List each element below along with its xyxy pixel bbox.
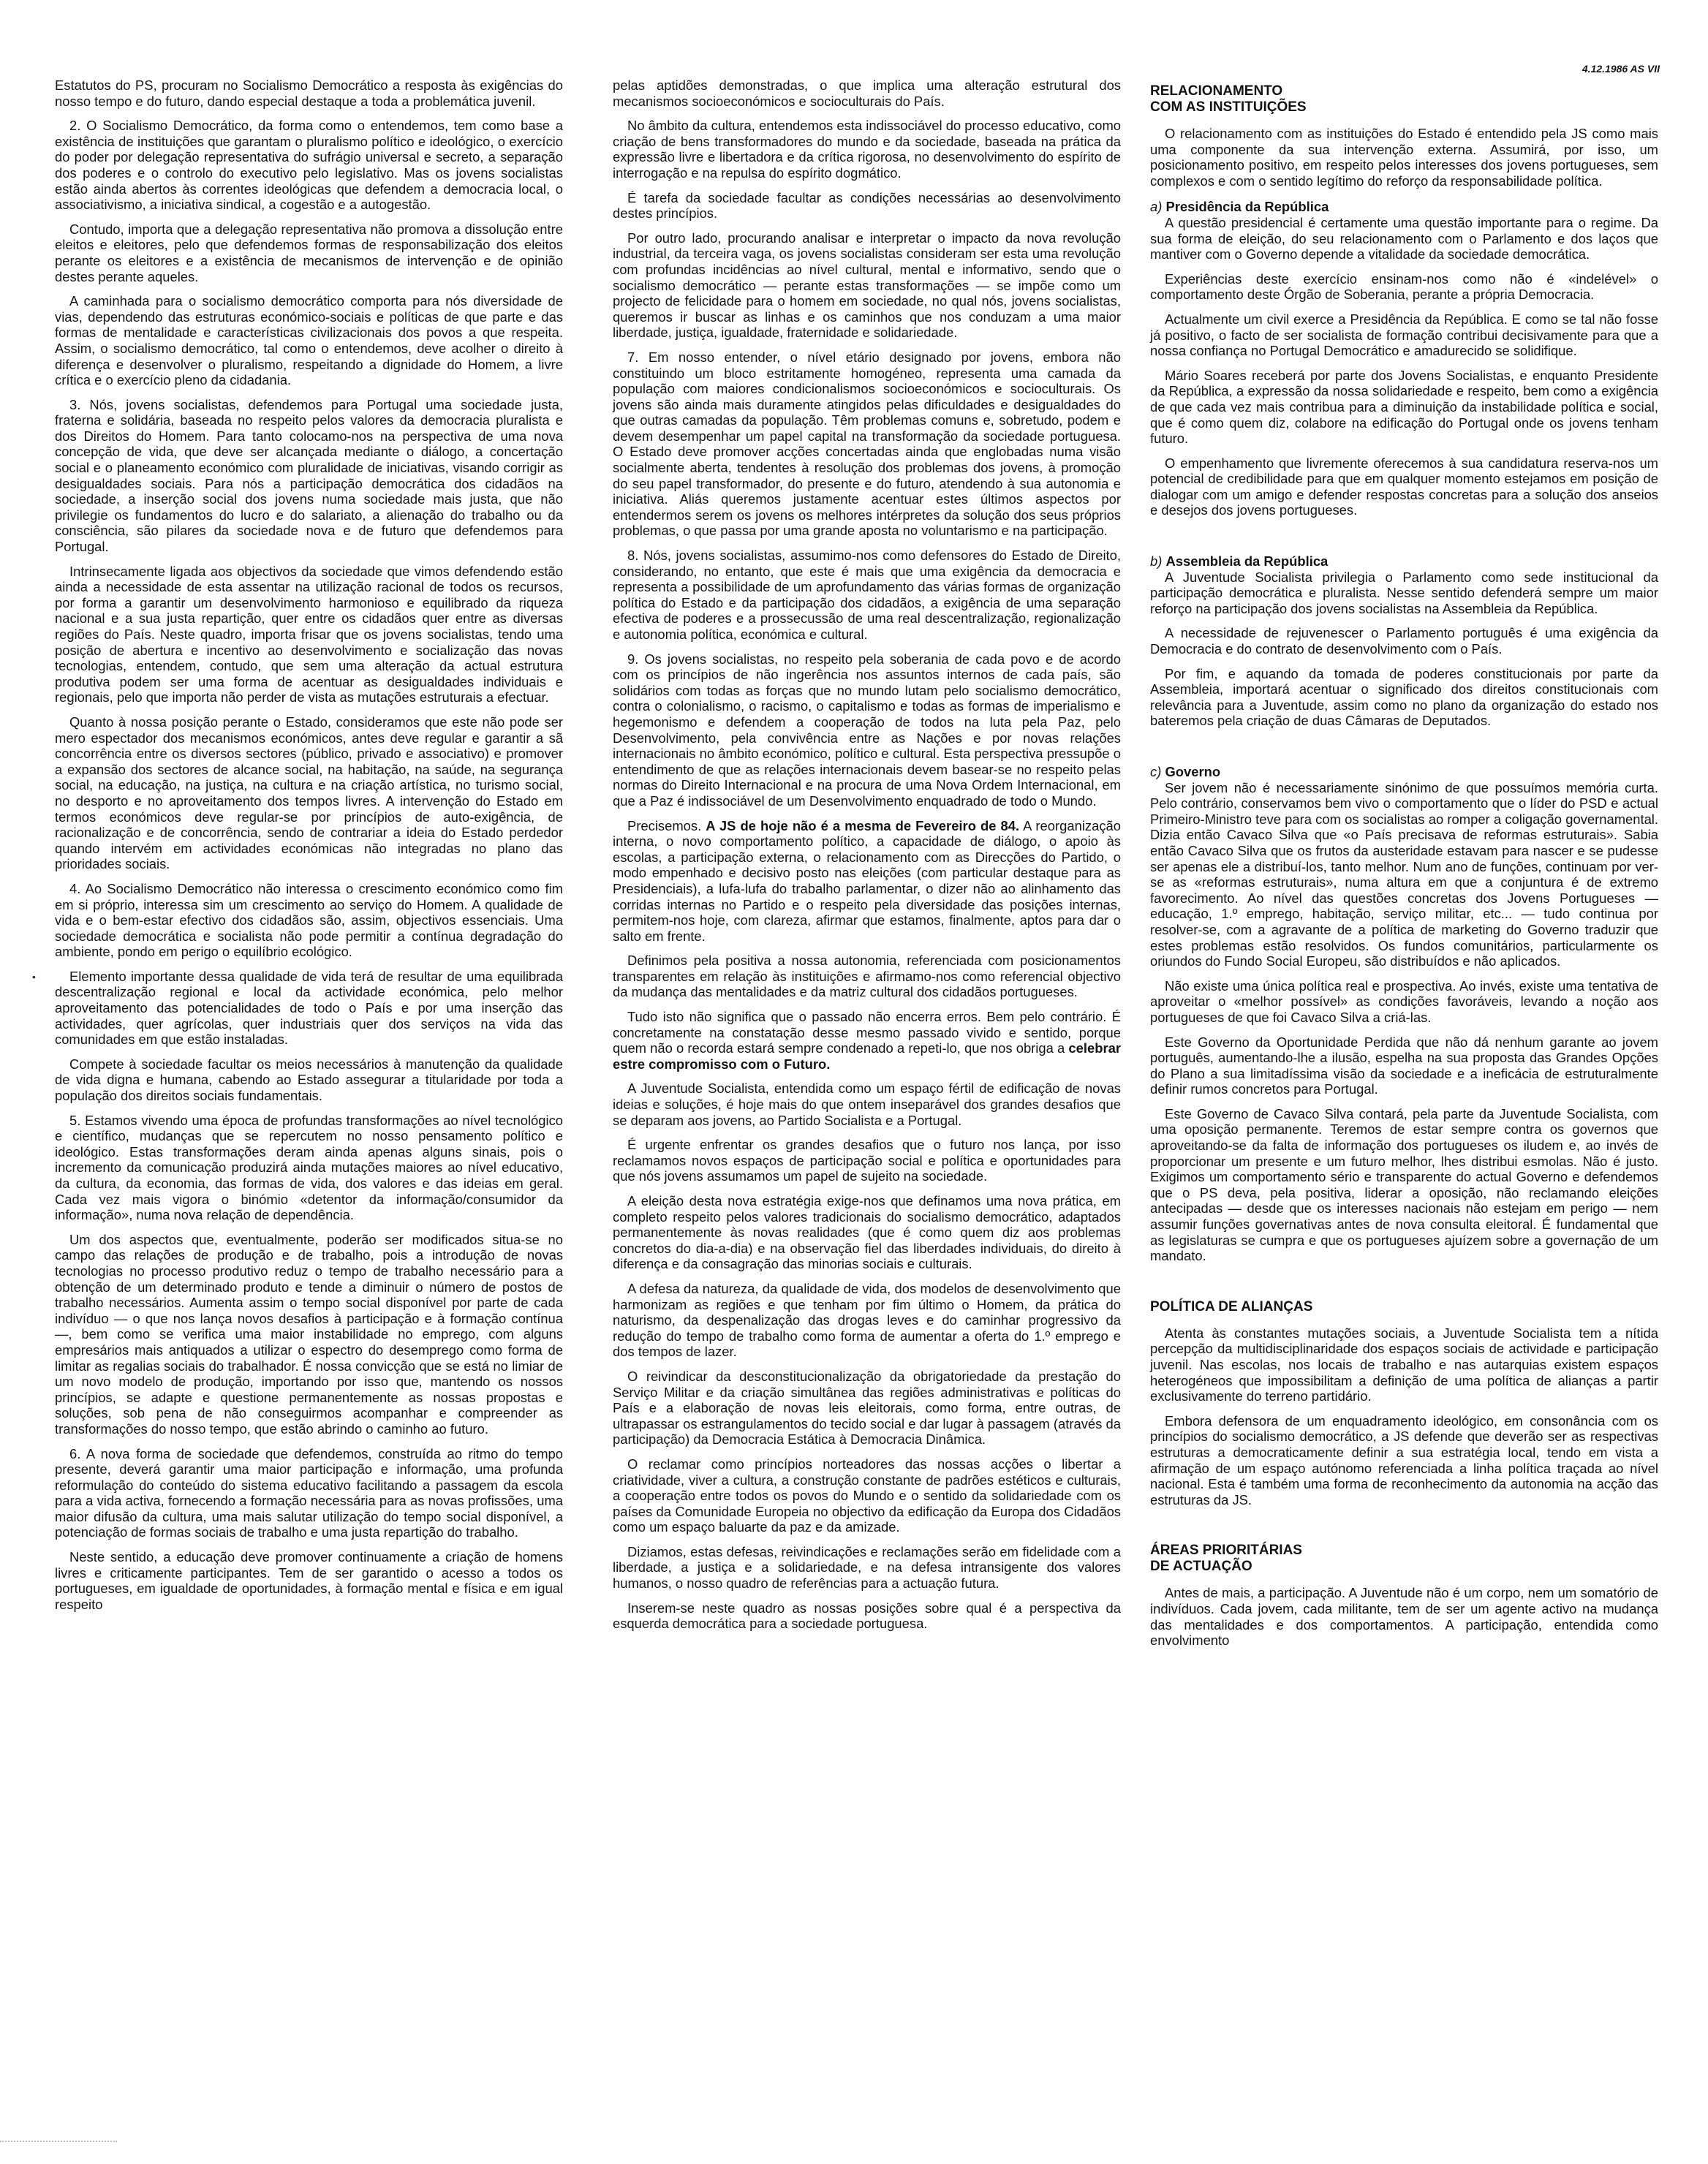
- scan-edge-mark: [0, 2141, 117, 2144]
- paragraph: Actualmente um civil exerce a Presidência da República. E como se tal não fosse já positivo, o facto de ser socialista de formação contribui decisivamente para que a nossa confiança no Portugal Democrático e amadurecido se solidifique.: [1150, 311, 1658, 359]
- paragraph: Definimos pela positiva a nossa autonomia, referenciada com posicionamentos transparentes em relação às instituições e afirmamo-nos como referencial objectivo da mudança das mentalidades e da matriz cultural dos cidadãos portugueses.: [613, 953, 1121, 1000]
- paragraph: A caminhada para o socialismo democrático comporta para nós diversidade de vias, dependendo das estruturas económico-sociais e políticas de que parte e das formas de mentalidade e características civilizacionais dos povos a que respeita. Assim, o socialismo democrático, tal como o entendemos, deve acolher o direito à diferença e desenvolver o pluralismo, respeitando a dignidade do Homem, a livre crítica e o exercício pleno da cidadania.: [55, 293, 563, 388]
- paragraph: 7. Em nosso entender, o nível etário designado por jovens, embora não constituindo um bloco estritamente homogéneo, representa uma camada da população com maiores condicionalismos socioeconómicos e socioculturais. Os jovens são ainda mais duramente atingidos pelas dificuldades e desigualdades do que outras camadas da população. Têm problemas comuns e, sobretudo, podem e devem desempenhar um papel capital na transformação da sociedade portuguesa. O Estado deve promover acções concertadas ainda que englobadas numa visão socialmente aberta, tendentes à resolução dos problemas dos jovens, à promoção do seu papel transformador, do presente e do futuro, atendendo à sua autonomia e iniciativa. Aliás queremos justamente acentuar estes últimos aspectos por entendermos serem os jovens os melhores intérpretes da solução dos seus próprios problemas, o que passa por uma grande aposta no voluntarismo e na participação.: [613, 349, 1121, 539]
- paragraph: Um dos aspectos que, eventualmente, poderão ser modificados situa-se no campo das relações de produção e de trabalho, pois a introdução de novas tecnologias no processo produtivo reduz o tempo de trabalho necessário para a obtenção de um determinado produto e tende a diminuir o número de postos de trabalho necessários. Aumenta assim o tempo social disponível por parte de cada indivíduo — o que nos lança novos desafios à participação e à formação contínua —, bem como se verifica uma maior instabilidade no emprego, com alguns empresários mais antiquados a utilizar o espectro do desemprego como forma de limitar as regalias sociais do trabalhador. É nossa convicção que se está no limiar de um novo modelo de produção, importando por isso que, mantendo os nossos princípios, se adapte e questione permanentemente as nossas propostas e soluções, sob pena de não conseguirmos acompanhar e compreender as transformações do nosso tempo, que estão abrindo o caminho ao futuro.: [55, 1231, 563, 1437]
- paragraph: A defesa da natureza, da qualidade de vida, dos modelos de desenvolvimento que harmonizam as regiões e que tenham por fim último o Homem, da prática do naturismo, da despenalização das drogas leves e do caminhar progressivo da redução do tempo de trabalho como forma de aumentar a oferta do 1.º emprego e dos tempos de lazer.: [613, 1280, 1121, 1360]
- paragraph-precisemos: [613, 818, 1121, 945]
- sub-title: Presidência da República: [1165, 199, 1329, 215]
- paragraph: 3. Nós, jovens socialistas, defendemos para Portugal uma sociedade justa, fraterna e solidária, baseada no respeito pelos valores da democracia pluralista e dos Direitos do Homem. Para tanto colocamo-nos na perspectiva de uma nova concepção de vida, que deve ser alcançada mediante o diálogo, a concertação social e o planeamento económico com pluralidade de iniciativas, visando corrigir as desigualdades sociais. Para nós a participação democrática dos cidadãos na sociedade, a inserção social dos jovens numa sociedade mais justa, que não privilegie os fundamentos do lucro e do salariato, a alienação do trabalho ou da consciência, são pilares da sociedade nova e de futuro que defendemos para Portugal.: [55, 396, 563, 555]
- column-3: [1150, 83, 1658, 1657]
- paragraph: 8. Nós, jovens socialistas, assumimo-nos como defensores do Estado de Direito, considerando, no entanto, que este é mais que uma exigência da democracia e representa a possibilidade de um aprofundamento das várias formas de organização política do Estado e da participação dos cidadãos, a exigência de uma separação efectiva de poderes e a prossecussão de uma real descentralização, regionalização e autonomia política, económica e cultural.: [613, 548, 1121, 642]
- sub-letter: b): [1150, 553, 1163, 570]
- paragraph: Experiências deste exercício ensinam-nos como não é «indelével» o comportamento deste Órgão de Soberania, perante a própria Democracia.: [1150, 270, 1658, 303]
- paragraph: Estatutos do PS, procuram no Socialismo Democrático a resposta às exigências do nosso tempo e do futuro, dando especial destaque a toda a problemática juvenil.: [55, 77, 563, 109]
- subheading-assembleia: [1150, 553, 1658, 570]
- section-heading-areas: ÁREAS PRIORITÁRIAS DE ACTUAÇÃO: [1150, 1543, 1302, 1575]
- sub-letter: c): [1150, 764, 1162, 779]
- paragraph: Este Governo da Oportunidade Perdida que não dá nenhum garante ao jovem português, aumentando-lhe a ilusão, espelha na sua proposta das Grandes Opções do Plano a sua limitadíssima visão da sociedade e a ineficácia de estruturalmente definir rumos concretos para Portugal.: [1150, 1034, 1658, 1097]
- paragraph: A eleição desta nova estratégia exige-nos que definamos uma nova prática, em completo respeito pelos valores tradicionais do socialismo democrático, adaptados permanentemente às novas realidades (que é como quem diz aos problemas concretos do dia-a-dia) e na observação fiel das liberdades individuais, do direito à diferença e da consagração das minorias sociais e culturais.: [613, 1193, 1121, 1272]
- paragraph: Antes de mais, a participação. A Juventude não é um corpo, nem um somatório de indivíduos. Cada jovem, cada militante, tem de ser um agente activo na mudança das mentalidades e dos comportamentos. A participação, entendida como envolvimento: [1150, 1585, 1658, 1649]
- body-text: A reorganização interna, o novo comportamento político, a capacidade de diálogo, o apoio às escolas, a participação externa, o relacionamento com as Direcções do Partido, o modo empenhado e decisivo posto nas eleições (com particular destaque para as Presidenciais), a lufa-lufa do trabalho parlamentar, o dizer não ao alinhamento das corridas internas no Partido e o respeito pela diversidade das posições internas, permitem-nos hoje, com clareza, afirmar que estamos, finalmente, aptos para dar o salto em frente.: [613, 817, 1121, 944]
- paragraph: No âmbito da cultura, entendemos esta indissociável do processo educativo, como criação de bens transformadores do mundo e da sociedade, baseada na prática da expressão livre e libertadora e da crítica rigorosa, no desenvolvimento do espírito de interrogação e na repulsa do espírito dogmático.: [613, 118, 1121, 181]
- paragraph: A questão presidencial é certamente uma questão importante para o regime. Da sua forma de eleição, do seu relacionamento com o Parlamento e dos laços que mantiver com o Governo depende a vitalidade da sociedade democrática.: [1150, 214, 1658, 262]
- paragraph: 9. Os jovens socialistas, no respeito pela soberania de cada povo e de acordo com os princípios de não ingerência nos assuntos internos de cada país, são solidários com todas as forças que no mundo lutam pelo socialismo democrático, contra o colonialismo, o racismo, o capitalismo e todas as formas de imperialismo e hegemonismo e defendem a cooperação de todos na luta pela Paz, pelo Desenvolvimento, pela convivência entre as Nações e por novas relações internacionais no âmbito económico, político e cultural. Esta perspectiva pressupõe o entendimento de que as relações internacionais devem basear-se no respeito pelas normas do Direito Internacional e na procura de uma Nova Ordem Internacional, em que a Paz é indissociável de um Desenvolvimento enquadrado de todo o Mundo.: [613, 651, 1121, 809]
- subheading-governo: [1150, 764, 1658, 780]
- subheading-presidencia: [1150, 199, 1658, 215]
- paragraph: Embora defensora de um enquadramento ideológico, em consonância com os princípios do socialismo democrático, a JS defende que deverão ser as respectivas estruturas a democraticamente definir a sua estratégia local, tendo em vista a afirmação de um espaço autónomo referenciada a linha política traçada ao nível nacional. Esta é também uma forma de reconhecimento da autonomia na acção das estruturas da JS.: [1150, 1412, 1658, 1507]
- paragraph-compromisso: [613, 1009, 1121, 1072]
- date-header: 4.12.1986 AS VII: [1582, 63, 1660, 75]
- paragraph: A necessidade de rejuvenescer o Parlamento português é uma exigência da Democracia e do contrato de desenvolvimento com o País.: [1150, 625, 1658, 657]
- paragraph: Este Governo de Cavaco Silva contará, pela parte da Juventude Socialista, com uma oposição permanente. Teremos de estar sempre contra os governos que aproveitando-se da falta de informação dos portugueses os iludem e, ao invés de proporcionar um presente e um futuro melhor, lhes distribui esmolas. Não é justo. Exigimos um comportamento sério e transparente do actual Governo e defendemos que o PS deva, pela positiva, liderar a oposição, não reclamando eleições antecipadas — desde que os interesses nacionais não estejam em perigo — nem assumir funções governativas antes de nova consulta eleitoral. É fundamental que as legislaturas se cumpra e que os portugueses ajuízem sobre a governação de um mandato.: [1150, 1105, 1658, 1264]
- lead-text: Precisemos.: [627, 817, 706, 833]
- paragraph: Diziamos, estas defesas, reivindicações e reclamações serão em fidelidade com a liberdade, a justiça e a solidariedade, e na defesa intransigente dos valores humanos, o nosso quadro de referências para a actuação futura.: [613, 1543, 1121, 1592]
- scan-speck: •: [32, 971, 36, 983]
- section-heading-aliancas: POLÍTICA DE ALIANÇAS: [1150, 1298, 1313, 1314]
- column-1: [55, 77, 563, 1621]
- paragraph: 6. A nova forma de sociedade que defendemos, construída ao ritmo do tempo presente, deverá garantir uma maior participação e informação, uma profunda reformulação do conteúdo do sistema educativo facilitando a passagem da escola para a vida activa, fornecendo a formação necessária para as novas profissões, uma maior difusão da cultura, uma mais salutar utilização do tempo social disponível, a potenciação de formas sociais de trabalho e uma justa repartição do trabalho.: [55, 1445, 563, 1540]
- paragraph: O empenhamento que livremente oferecemos à sua candidatura reserva-nos um potencial de credibilidade para que em qualquer momento estejamos em posição de dialogar com um amigo e defender respostas concretas para a solução dos anseios e desejos dos jovens portugueses.: [1150, 455, 1658, 518]
- sub-title: Governo: [1165, 764, 1221, 779]
- paragraph: Atenta às constantes mutações sociais, a Juventude Socialista tem a nítida percepção da multidisciplinaridade dos espaços sociais de actividade e participação juvenil. Nas escolas, nos locais de trabalho e nas autarquias existem espaços heterogéneos que impossibilitam a definição de uma política de alianças a partir exclusivamente do terreno partidário.: [1150, 1325, 1658, 1404]
- paragraph: É urgente enfrentar os grandes desafios que o futuro nos lança, por isso reclamamos novos espaços de participação social e política e oportunidades para que nós jovens assumamos um papel de sujeito na sociedade.: [613, 1137, 1121, 1184]
- body-text: Tudo isto não significa que o passado não encerra erros. Bem pelo contrário. É concretamente na constatação desse mesmo passado vivido e sentido, porque quem não o recorda estará sempre condenado a repeti-lo, que nos obriga a: [613, 1009, 1121, 1056]
- sub-title: Assembleia da República: [1165, 553, 1329, 570]
- paragraph: Elemento importante dessa qualidade de vida terá de resultar de uma equilibrada descentralização regional e local da actividade económica, pelo melhor aproveitamento das potencialidades de todo o País e por uma inserção das actividades, quer agrícolas, quer industriais quer dos serviços na vida das comunidades em que estão instaladas.: [55, 968, 563, 1048]
- paragraph: Quanto à nossa posição perante o Estado, consideramos que este não pode ser mero espectador dos mecanismos económicos, antes deve regular e garantir a sã concorrência entre os diversos sectores (público, privado e associativo) e promover a expansão dos sectores de alcance social, na habitação, na saúde, na segurança social, na educação, na justiça, na cultura e na criação artística, no turismo social, no desporto e no aproveitamento dos tempos livres. A intervenção do Estado em termos económicos deve regular-se por princípios de auto-exigência, de racionalização e de concorrência, sendo de contrariar a ideia do Estado perdedor quando intervém em actividades económicas não integradas no plano das prioridades sociais.: [55, 714, 563, 872]
- paragraph: Contudo, importa que a delegação representativa não promova a dissolução entre eleitos e eleitores, pelo que defendemos formas de responsabilização dos eleitos perante os eleitores e a existência de mecanismos de intervenção e de opinião destes perante aqueles.: [55, 221, 563, 284]
- paragraph: Neste sentido, a educação deve promover continuamente a criação de homens livres e criticamente participantes. Tem de ser garantido o acesso a todos os portugueses, em igualdade de oportunidades, à formação mental e física e em igual respeito: [55, 1549, 563, 1612]
- paragraph: A Juventude Socialista privilegia o Parlamento como sede institucional da participação democrática e pluralista. Nesse sentido defenderá sempre um maior reforço na participação dos jovens socialistas na Assembleia da República.: [1150, 569, 1658, 616]
- paragraph: O relacionamento com as instituições do Estado é entendido pela JS como mais uma componente da sua intervenção externa. Assumirá, por isso, um posicionamento positivo, em respeito pelos interesses dos jovens portugueses, sem complexos e com o sentido legítimo do reforço da responsabilidade política.: [1150, 126, 1658, 189]
- paragraph: 4. Ao Socialismo Democrático não interessa o crescimento económico como fim em si próprio, interessa sim um crescimento ao serviço do Homem. A qualidade de vida e o bem-estar efectivo dos cidadãos são, assim, objectivos essenciais. Uma sociedade democrática e socialista não pode permitir a contínua degradação do ambiente, pondo em perigo o equilíbrio ecológico.: [55, 880, 563, 960]
- paragraph: Inserem-se neste quadro as nossas posições sobre qual é a perspectiva da esquerda democrática para a sociedade portuguesa.: [613, 1600, 1121, 1632]
- paragraph: O reclamar como princípios norteadores das nossas acções o libertar a criatividade, viver a cultura, a construção constante de padrões estéticos e culturais, a cooperação entre todos os povos do Mundo e o sentido da solidariedade com os países da Comunidade Europeia no objectivo da edificação da Europa dos Cidadãos como um espaço baluarte da paz e da amizade.: [613, 1456, 1121, 1535]
- paragraph: Por fim, e aquando da tomada de poderes constitucionais por parte da Assembleia, importará acentuar o significado dos direitos constitucionais com relevância para a Juventude, assim como no plano da organização do estado nos bateremos pela criação de duas Câmaras de Deputados.: [1150, 665, 1658, 729]
- bold-statement: celebrar estre compromisso com o Futuro.: [613, 1040, 1121, 1072]
- paragraph: 2. O Socialismo Democrático, da forma como o entendemos, tem como base a existência de instituições que garantam o pluralismo político e ideológico, o exercício do poder por delegação representativa do sufrágio universal e secreto, a separação dos poderes e o controlo do executivo pelo legislativo. Mas os jovens socialistas estão ainda abertos às correntes ideológicas que defendem a democracia local, o associativismo, a iniciativa sindical, a cogestão e a autogestão.: [55, 118, 563, 213]
- paragraph: O reivindicar da desconstitucionalização da obrigatoriedade da prestação do Serviço Militar e da criação simultânea das regiões administrativas e políticas do País e a elaboração de novas leis eleitorais, como forma, entre outras, de ultrapassar os estrangulamentos do tecido social e dar lugar à passagem (através da participação) da Democracia Estática à Democracia Dinâmica.: [613, 1368, 1121, 1448]
- paragraph: É tarefa da sociedade facultar as condições necessárias ao desenvolvimento destes princípios.: [613, 189, 1121, 222]
- section-heading-relacionamento: RELACIONAMENTO COM AS INSTITUIÇÕES: [1150, 83, 1307, 115]
- paragraph: A Juventude Socialista, entendida como um espaço fértil de edificação de novas ideias e soluções, é hoje mais do que ontem inseparável dos grandes desafios que se deparam aos jovens, ao Partido Socialista e a Portugal.: [613, 1081, 1121, 1128]
- paragraph: Intrinsecamente ligada aos objectivos da sociedade que vimos defendendo estão ainda a necessidade de esta assentar na utilização racional de todos os recursos, por forma a garantir um desenvolvimento harmonioso e equilibrado da riqueza nacional e a sua justa repartição, quer entre os cidadãos quer entre as diversas regiões do País. Neste quadro, importa frisar que os jovens socialistas, tendo uma posição de abertura e incentivo ao desenvolvimento e socialização das novas tecnologias, entendem, contudo, que sem uma alteração da actual estrutura produtiva podem ser uma forma de acentuar as desigualdades individuais e regionais, pelo que importa não perder de vista as mutações estruturais a efectuar.: [55, 563, 563, 705]
- paragraph: Não existe uma única política real e prospectiva. Ao invés, existe uma tentativa de aproveitar o «melhor possível» as condições favoráveis, levando a noção aos portugueses de que foi Cavaco Silva a criá-las.: [1150, 977, 1658, 1025]
- bold-statement: A JS de hoje não é a mesma de Fevereiro de 84.: [706, 817, 1020, 833]
- paragraph: Compete à sociedade facultar os meios necessários à manutenção da qualidade de vida digna e humana, cabendo ao Estado assegurar a titularidade por toda a população dos direitos sociais fundamentais.: [55, 1056, 563, 1104]
- paragraph: 5. Estamos vivendo uma época de profundas transformações ao nível tecnológico e científico, mudanças que se repercutem no nosso pensamento político e ideológico. Estas transformações deram ainda apenas alguns sinais, pois o incremento da comunicação produzirá ainda mutações maiores ao nível educativo, da cultura, da economia, das formas de vida, dos valores e das ideias em geral. Cada vez mais vigora o binómio «detentor da informação/consumidor da informação», numa nova relação de dependência.: [55, 1112, 563, 1223]
- paragraph: Ser jovem não é necessariamente sinónimo de que possuímos memória curta. Pelo contrário, conservamos bem vivo o comportamento que o líder do PSD e actual Primeiro-Ministro teve para com os socialistas ao romper a coligação governamental. Dizia então Cavaco Silva que «o País precisava de reformas estruturais». Sabia então Cavaco Silva que os frutos da austeridade estavam para nascer e se pudesse ser apenas ele a distribuí-los, tanto melhor. Num ano de funções, continuam por ver-se as «reformas estruturais», numa altura em que a conjuntura é de extremo favorecimento. Ao nível das questões concretas dos Jovens Portugueses — educação, 1.º emprego, habitação, serviço militar, etc... — tudo continua por resolver-se, com a agravante de a política de marketing do Governo traduzir que estes problemas estão resolvidos. Os fundos comunitários, particularmente os oriundos do Fundo Social Europeu, são distribuídos e não aplicados.: [1150, 779, 1658, 969]
- column-2: [613, 77, 1121, 1641]
- paragraph: pelas aptidões demonstradas, o que implica uma alteração estrutural dos mecanismos socioeconómicos e socioculturais do País.: [613, 77, 1121, 109]
- paragraph: Por outro lado, procurando analisar e interpretar o impacto da nova revolução industrial, da terceira vaga, os jovens socialistas consideram ser esta uma revolução com profundas incidências ao nível cultural, mental e informativo, sendo que o socialismo democrático — perante estas transformações — se impõe como um projecto de felicidade para o homem em sociedade, no qual nós, jovens socialistas, queremos ir buscar as linhas e os caminhos que nos conduzam a uma maior liberdade, justiça, igualdade, fraternidade e solidariedade.: [613, 230, 1121, 341]
- sub-letter: a): [1150, 199, 1163, 215]
- paragraph: Mário Soares receberá por parte dos Jovens Socialistas, e enquanto Presidente da República, a expressão da nossa solidariedade e respeito, bem como a exigência de que cada vez mais contribua para a diminuição da instabilidade política e social, que é como quem diz, colabore na edificação do Portugal onde os jovens tenham futuro.: [1150, 367, 1658, 447]
